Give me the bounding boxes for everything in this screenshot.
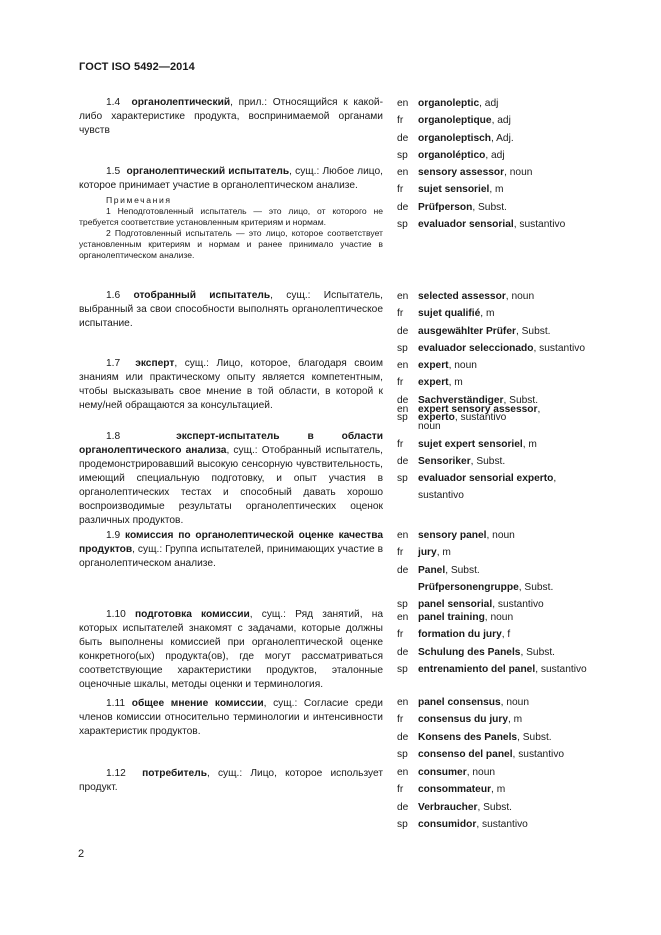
note-item: 1 Неподготовленный испытатель — это лицо, от которого не требуется соответствие установленным критериям и нормам. bbox=[79, 206, 383, 227]
entry-1-12-definition: 1.12 потребитель, сущ.: Лицо, которое использует продукт. bbox=[79, 768, 383, 793]
page-header: ГОСТ ISO 5492—2014 bbox=[79, 61, 195, 73]
entry-1-9-equivalents bbox=[397, 527, 607, 613]
entry-1-6-equivalents bbox=[397, 288, 607, 357]
equivalent-row: en expert, noun bbox=[397, 360, 477, 371]
entry-1-12-equivalents bbox=[397, 764, 607, 833]
equivalent-row: fr jury, m bbox=[397, 547, 451, 559]
page-number: 2 bbox=[78, 848, 85, 860]
equivalent-row: sp experto, sustantivo bbox=[397, 411, 507, 423]
entry-1-8-definition: 1.8 эксперт-испытатель в области органолептического анализа, сущ.: Отобранный испытатель, продемонстрировавший высокую сенсорную чувствительность, имеющий специальную подготовку, и опыт участия в органолептических тестах и способный давать хорошо воспроизводимые результаты органолептических оценок различных продуктов. bbox=[79, 431, 383, 526]
equivalent-row: fr organoleptique, adj bbox=[397, 115, 511, 127]
equivalent-row: de Sensoriker, Subst. bbox=[397, 455, 506, 467]
equivalent-row: de Panel, Subst. Prüfpersonengruppe, Subst. bbox=[397, 564, 554, 593]
term: эксперт-испытатель в области органолептического анализа bbox=[79, 431, 383, 456]
equivalent-row: en sensory assessor, noun bbox=[397, 167, 533, 178]
equivalent-row: fr consensus du jury, m bbox=[397, 714, 523, 726]
equivalent-row: sp panel sensorial, sustantivo bbox=[397, 599, 544, 611]
equivalent-row: de Schulung des Panels, Subst. bbox=[397, 646, 556, 658]
equivalent-row: fr sujet expert sensoriel, m bbox=[397, 438, 537, 450]
term: подготовка комиссии bbox=[134, 609, 250, 620]
equivalent-row: fr sujet qualifié, m bbox=[397, 308, 495, 320]
equivalent-row: fr sujet sensoriel, m bbox=[397, 184, 504, 196]
term: эксперт bbox=[135, 358, 175, 369]
equivalent-row: sp evaluador sensorial, sustantivo bbox=[397, 218, 566, 230]
term: общее мнение комиссии bbox=[131, 698, 264, 709]
equivalent-row: fr consommateur, m bbox=[397, 784, 506, 796]
notes-title: Примечания bbox=[106, 195, 172, 205]
term: органолептический bbox=[131, 97, 231, 108]
entry-1-5-definition: 1.5 органолептический испытатель, сущ.: Любое лицо, которое принимает участие в органолептическом анализе. Примечания 1 Неподготовленный испытатель — это лицо, от которого не требуется соответствие установленным критериям и нормам. 2 Подготовленный испытатель — это лицо, которое соответствует установленным критериям и нормам и ранее принимало участие в органолептическом анализе. bbox=[79, 166, 383, 260]
term: органолептический испытатель bbox=[126, 166, 290, 177]
equivalent-row: fr expert, m bbox=[397, 377, 463, 389]
note-item: 2 Подготовленный испытатель — это лицо, которое соответствует установленным критериям и нормам и ранее принимало участие в органолептическом анализе. bbox=[79, 228, 383, 260]
entry-1-4-equivalents bbox=[397, 95, 607, 164]
entry-1-8-equivalents bbox=[397, 401, 607, 505]
equivalent-row: de organoleptisch, Adj. bbox=[397, 132, 514, 144]
equivalent-row: fr formation du jury, f bbox=[397, 629, 511, 641]
notes-block bbox=[79, 195, 383, 261]
equivalent-row: de Prüfperson, Subst. bbox=[397, 201, 507, 213]
entry-1-7-definition: 1.7 эксперт, сущ.: Лицо, которое, благодаря своим знаниям или практическому опыту является компетентным, чтобы высказывать свое мнение в той области, в которой к нему/ней обращаются за консультацией. bbox=[79, 358, 383, 411]
equivalent-row: en selected assessor, noun bbox=[397, 291, 535, 302]
entry-1-9-definition: 1.9 комиссия по органолептической оценке качества продуктов, сущ.: Группа испытателей, принимающих участие в органолептическом анализе. bbox=[79, 530, 383, 569]
entry-1-11-definition: 1.11 общее мнение комиссии, сущ.: Согласие среди членов комиссии относительно терминологии и интенсивности характеристик продуктов. bbox=[79, 698, 383, 737]
equivalent-row: de Sachverständiger, Subst. bbox=[397, 394, 539, 406]
equivalent-row: de Konsens des Panels, Subst. bbox=[397, 731, 552, 743]
equivalent-row: sp organoléptico, adj bbox=[397, 149, 505, 161]
equivalent-row: sp consenso del panel, sustantivo bbox=[397, 748, 565, 760]
equivalent-row: sp evaluador seleccionado, sustantivo bbox=[397, 342, 586, 354]
equivalent-row: sp entrenamiento del panel, sustantivo bbox=[397, 663, 587, 675]
entry-1-6-definition: 1.6 отобранный испытатель, сущ.: Испытатель, выбранный за свои способности выполнять органолептическое испытание. bbox=[79, 290, 384, 329]
entry-1-10-definition: 1.10 подготовка комиссии, сущ.: Ряд занятий, на которых испытателей знакомят с задачами, которые должны быть выполнены комиссией при органолептической оценке конкретного(ых) продукта(ов), где могут рассматриваться соответствующие характеристики продуктов, эталонные оценочные шкалы, методы оценки и терминология. bbox=[79, 609, 383, 690]
term: потребитель bbox=[142, 768, 207, 779]
equivalent-row: de ausgewählter Prüfer, Subst. bbox=[397, 325, 551, 337]
equivalent-row: sp consumidor, sustantivo bbox=[397, 818, 528, 830]
equivalent-row: en panel training, noun bbox=[397, 612, 514, 623]
entry-1-4-definition: 1.4 органолептический, прил.: Относящийся к какой-либо характеристике продукта, воспринимаемой органами чувств bbox=[79, 97, 383, 136]
equivalent-row: en expert sensory assessor, noun bbox=[397, 404, 541, 433]
entry-1-10-equivalents bbox=[397, 609, 607, 678]
equivalent-row: de Verbraucher, Subst. bbox=[397, 801, 513, 813]
equivalent-row: en sensory panel, noun bbox=[397, 530, 515, 541]
equivalent-row: en consumer, noun bbox=[397, 767, 496, 778]
entry-1-5-equivalents bbox=[397, 164, 607, 233]
equivalent-row: en panel consensus, noun bbox=[397, 697, 529, 708]
equivalent-row: sp evaluador sensorial experto, sustantivo bbox=[397, 473, 557, 502]
entry-1-11-equivalents bbox=[397, 694, 607, 763]
term: комиссия по органолептической оценке качества продуктов bbox=[79, 530, 383, 555]
equivalent-row: en organoleptic, adj bbox=[397, 98, 499, 109]
term: отобранный испытатель bbox=[133, 290, 271, 301]
